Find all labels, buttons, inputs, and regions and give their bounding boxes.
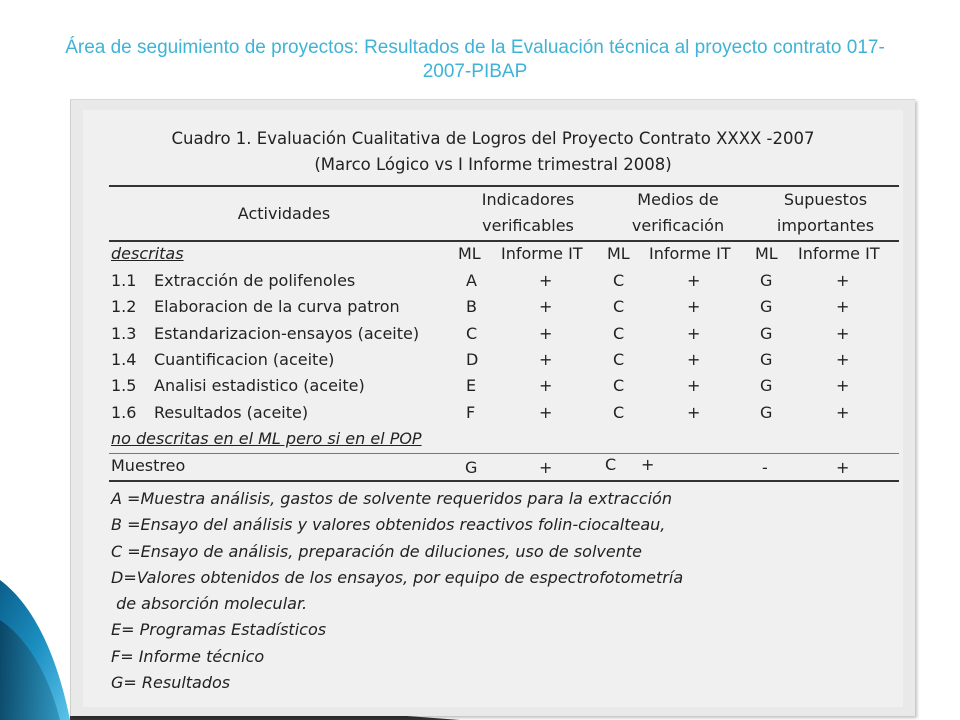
header-assumptions: Supuestos importantes xyxy=(776,190,875,235)
header-indicators: Indicadores verificables xyxy=(481,190,575,235)
evaluation-table: Cuadro 1. Evaluación Cualitativa de Logros del Proyecto Contrato XXXX -2007 (Marco Lógico vs I Informe trimestral 2008) Actividades Indicadores verificables Medios de verificación Supuestos importantes descritas ML Informe IT ML Informe IT ML Informe IT 1.1 Extracción de polifenoles A + C + G + 1.2 Elaboracion de la curva patron B + C + G + 1.3 Estandarizacion-ensayos (aceite) C + C + G + 1.4 Cuantificacion (aceite) D + C + G + 1.5 Analisi estadistico (aceite) E + C + G + 1.6 Resultados (aceite) F + C + G + no descritas en el ML pero si en el POP Muestreo G + C + - + A =Muestra análisis, gastos de solvente requeridos para la extracción B =Ensayo del análisis y valores obtenidos reactivos folin-ciocalteau, C =Ensayo de análisis, preparación de diluciones, uso de solvente D=Valores obtenidos de los ensayos, por equipo de espectrofotometría de absorción molecular. E= Programas Estadísticos F= Informe técnico G= Resultados xyxy=(83,110,903,707)
legend-line: A =Muestra análisis, gastos de solvente requeridos para la extracción xyxy=(111,489,672,508)
table-bottom-rule xyxy=(109,480,899,482)
legend-line: G= Resultados xyxy=(111,673,231,693)
legend-line: D=Valores obtenidos de los ensayos, por equipo de espectrofotometría xyxy=(111,567,684,587)
legend-line: E= Programas Estadísticos xyxy=(111,620,327,640)
subheader-sup-ml: ML xyxy=(755,244,778,263)
header-rule xyxy=(109,240,899,242)
legend-notes xyxy=(111,486,683,696)
section-not-described: no descritas en el ML pero si en el POP xyxy=(111,429,422,448)
legend-line: de absorción molecular. xyxy=(111,594,308,614)
legend-line: B =Ensayo del análisis y valores obtenidos reactivos folin-ciocalteau, xyxy=(111,515,666,535)
subheader-med-ml: ML xyxy=(607,244,630,263)
header-means: Medios de verificación xyxy=(631,190,725,235)
section-described: descritas xyxy=(111,244,184,263)
slide-title: Área de seguimiento de proyectos: Resultados de la Evaluación técnica al proyecto contrato 017-2007-PIBAP xyxy=(65,37,885,82)
caption-line-1: Cuadro 1. Evaluación Cualitativa de Logros del Proyecto Contrato XXXX -2007 xyxy=(171,129,815,148)
header-activities: Actividades xyxy=(237,204,331,223)
table-image-frame xyxy=(70,99,915,716)
caption-line-2: (Marco Lógico vs I Informe trimestral 2008) xyxy=(314,155,672,174)
legend-line: F= Informe técnico xyxy=(111,646,265,666)
extra-row-top-rule xyxy=(109,453,899,454)
subheader-ind-ml: ML xyxy=(458,244,481,263)
legend-line: C =Ensayo de análisis, preparación de diluciones, uso de solvente xyxy=(111,541,642,561)
subheader-sup-it: Informe IT xyxy=(798,244,880,263)
subheader-ind-it: Informe IT xyxy=(501,244,583,263)
table-caption xyxy=(83,126,903,178)
subheader-med-it: Informe IT xyxy=(649,244,731,263)
